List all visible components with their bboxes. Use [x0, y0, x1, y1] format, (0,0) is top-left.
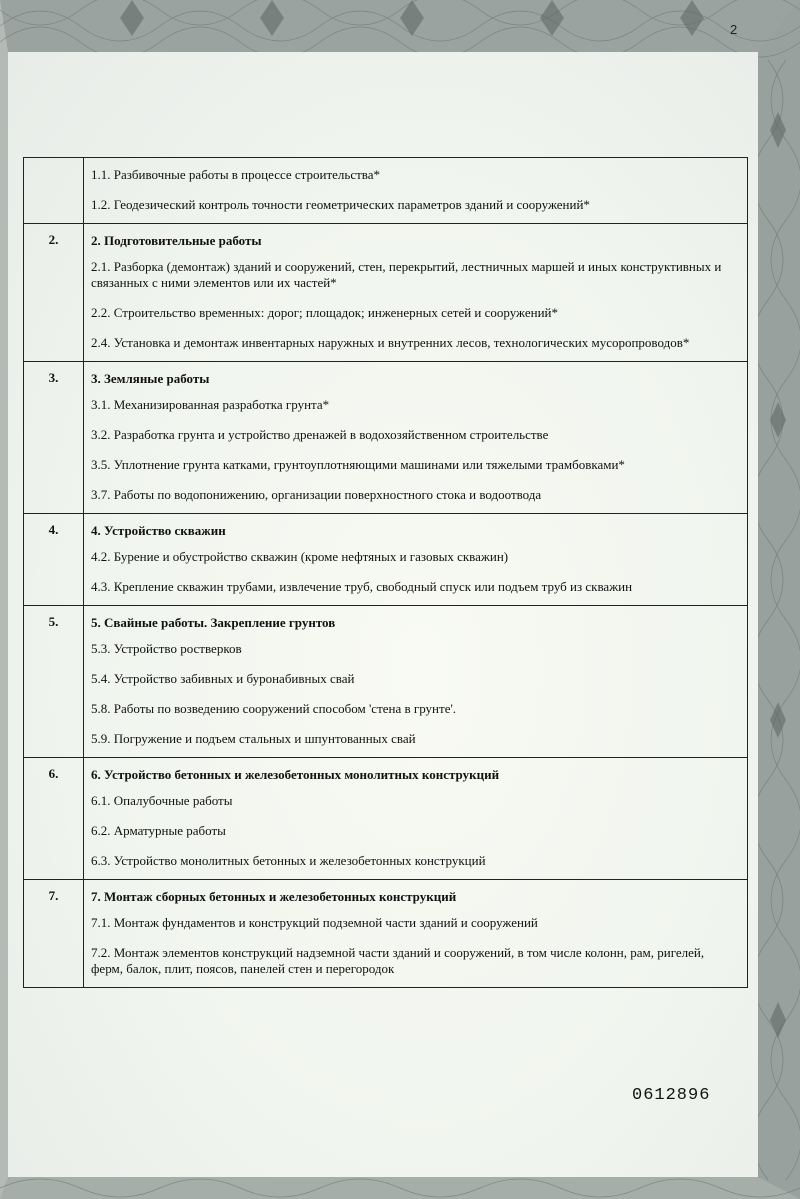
- row-content: [84, 224, 748, 362]
- work-group-title: 7. Монтаж сборных бетонных и железобетонных конструкций: [91, 889, 457, 904]
- row-content: [84, 758, 748, 880]
- work-item: 1.2. Геодезический контроль точности геометрических параметров зданий и сооружений*: [91, 197, 590, 212]
- table-row: [24, 224, 748, 362]
- work-item: 7.1. Монтаж фундаментов и конструкций подземной части зданий и сооружений: [91, 915, 538, 930]
- work-item: 7.2. Монтаж элементов конструкций надземной части зданий и сооружений, в том числе колонн, рам, ригелей, ферм, балок, плит, поясов, панелей стен и перегородок: [91, 945, 705, 976]
- work-item: 6.3. Устройство монолитных бетонных и железобетонных конструкций: [91, 853, 486, 868]
- table-row: [24, 362, 748, 514]
- work-item: 6.2. Арматурные работы: [91, 823, 226, 838]
- row-content: [84, 158, 748, 224]
- row-number: 6.: [24, 758, 84, 880]
- rights-table: [23, 157, 748, 988]
- work-group-title: 5. Свайные работы. Закрепление грунтов: [91, 615, 336, 630]
- work-group-title: 6. Устройство бетонных и железобетонных монолитных конструкций: [91, 767, 500, 782]
- row-number: 7.: [24, 880, 84, 988]
- work-item: 2.4. Установка и демонтаж инвентарных наружных и внутренних лесов, технологических мусоропроводов*: [91, 335, 690, 350]
- work-item: 5.3. Устройство ростверков: [91, 641, 242, 656]
- work-item: 5.4. Устройство забивных и буронабивных свай: [91, 671, 355, 686]
- row-content: [84, 880, 748, 988]
- work-item: 3.7. Работы по водопонижению, организации поверхностного стока и водоотвода: [91, 487, 542, 502]
- table-row: [24, 758, 748, 880]
- table-row: [24, 514, 748, 606]
- work-item: 3.2. Разработка грунта и устройство дренажей в водохозяйственном строительстве: [91, 427, 549, 442]
- serial-number: 0612896: [632, 1086, 711, 1105]
- page-number: 2: [730, 22, 738, 37]
- work-item: 1.1. Разбивочные работы в процессе строительства*: [91, 167, 381, 182]
- row-number: 2.: [24, 224, 84, 362]
- row-content: [84, 514, 748, 606]
- work-item: 5.9. Погружение и подъем стальных и шпунтованных свай: [91, 731, 416, 746]
- work-item: 4.3. Крепление скважин трубами, извлечение труб, свободный спуск или подъем труб из скважин: [91, 579, 633, 594]
- row-content: [84, 606, 748, 758]
- work-item: 2.1. Разборка (демонтаж) зданий и сооружений, стен, перекрытий, лестничных маршей и иных конструктивных и связанных с ними элементов или их частей*: [91, 259, 722, 290]
- work-item: 4.2. Бурение и обустройство скважин (кроме нефтяных и газовых скважин): [91, 549, 509, 564]
- work-group-title: 4. Устройство скважин: [91, 523, 226, 538]
- row-number: [24, 158, 84, 224]
- work-item: 3.5. Уплотнение грунта катками, грунтоуплотняющими машинами или тяжелыми трамбовками*: [91, 457, 625, 472]
- work-item: 3.1. Механизированная разработка грунта*: [91, 397, 330, 412]
- work-item: 2.2. Строительство временных: дорог; площадок; инженерных сетей и сооружений*: [91, 305, 559, 320]
- work-group-title: 3. Земляные работы: [91, 371, 210, 386]
- work-item: 6.1. Опалубочные работы: [91, 793, 233, 808]
- work-item: 5.8. Работы по возведению сооружений способом 'стена в грунте'.: [91, 701, 457, 716]
- work-group-title: 2. Подготовительные работы: [91, 233, 262, 248]
- row-content: [84, 362, 748, 514]
- table-row: [24, 880, 748, 988]
- row-number: 3.: [24, 362, 84, 514]
- table-row: [24, 606, 748, 758]
- table-row: [24, 158, 748, 224]
- row-number: 5.: [24, 606, 84, 758]
- row-number: 4.: [24, 514, 84, 606]
